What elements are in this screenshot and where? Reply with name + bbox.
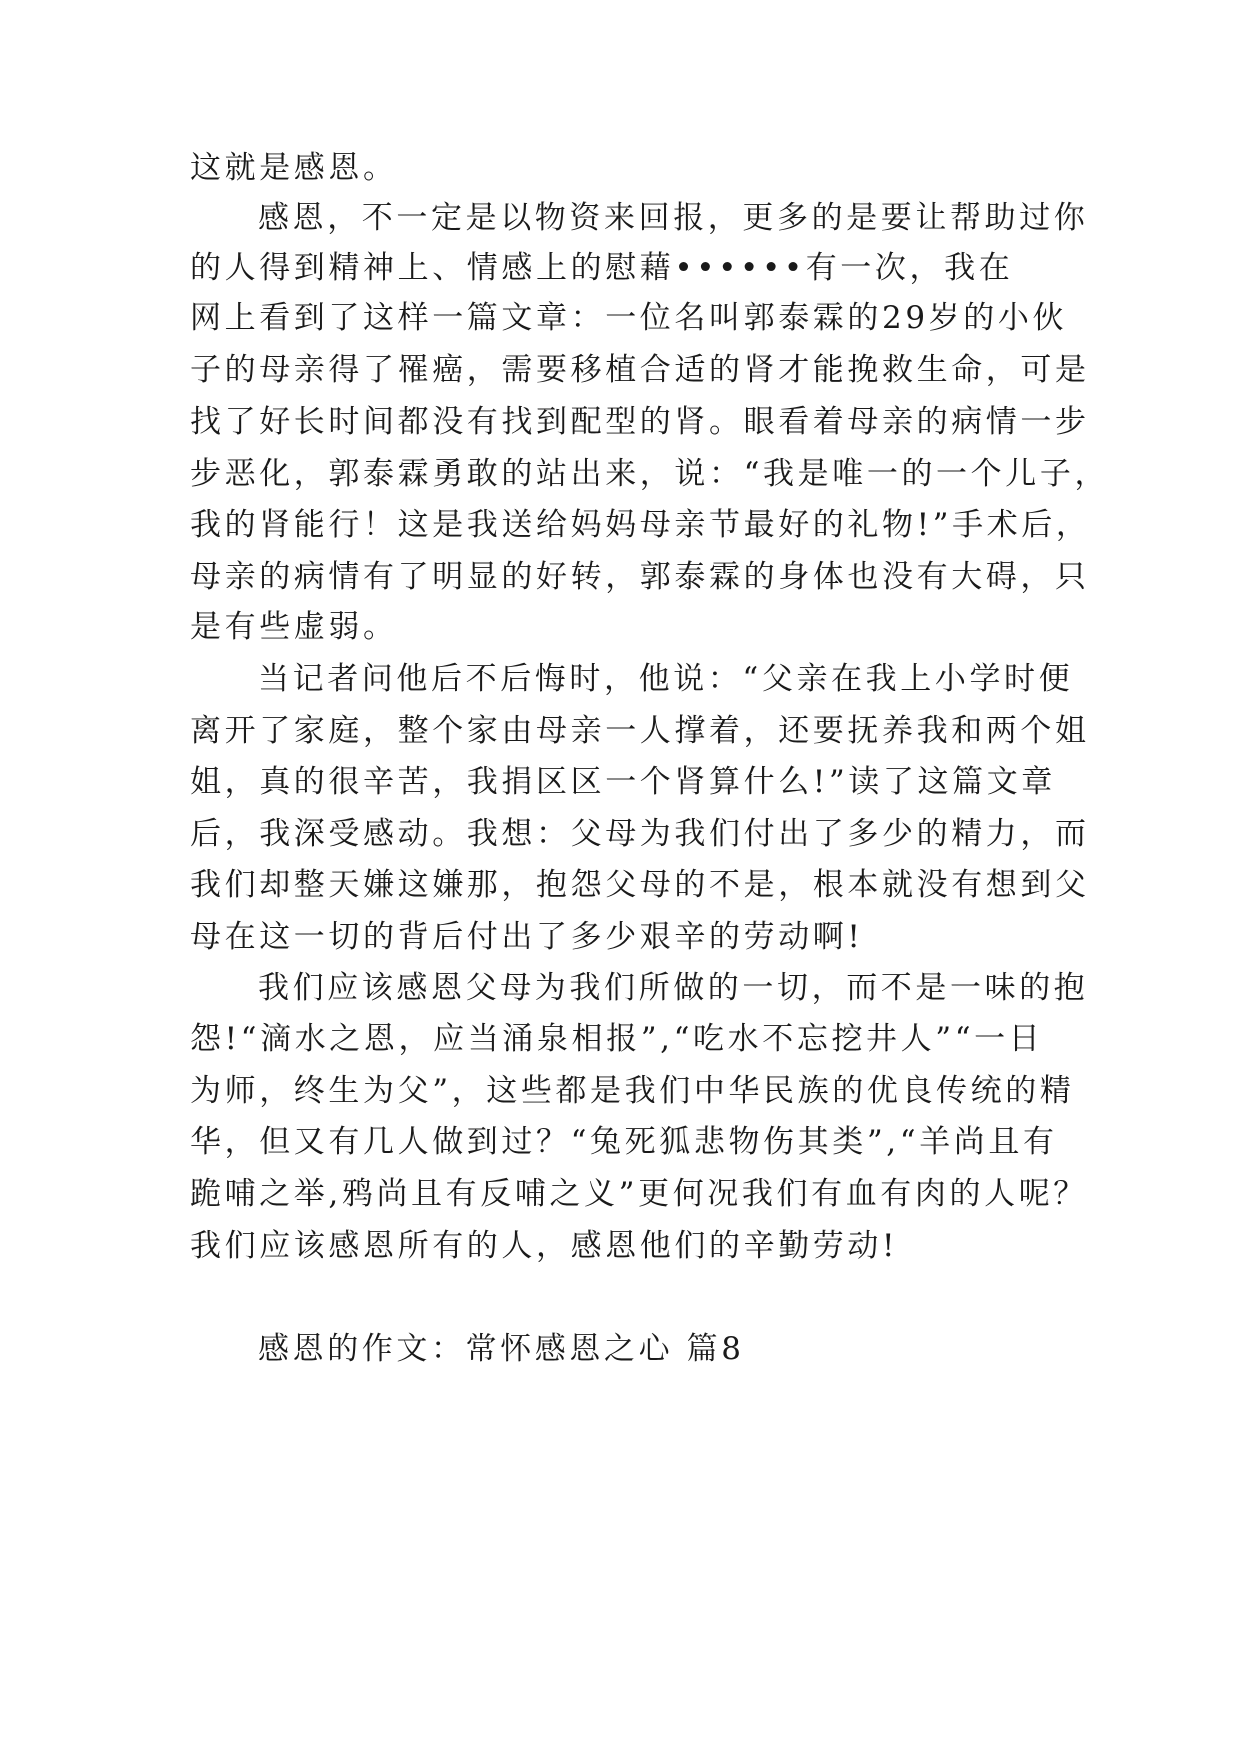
text-line: 我们却整天嫌这嫌那，抱怨父母的不是，根本就没有想到父 (190, 867, 1090, 903)
text-line: 母亲的病情有了明显的好转，郭泰霖的身体也没有大碍，只 (190, 559, 1090, 595)
paragraph-first-line: 我们应该感恩父母为我们所做的一切，而不是一味的抱 (258, 970, 1089, 1006)
text-line: 网上看到了这样一篇文章：一位名叫郭泰霖的29岁的小伙 (190, 300, 1068, 336)
text-line: 华，但又有几人做到过？“兔死狐悲物伤其类”,“羊尚且有 (190, 1124, 1058, 1160)
text-line: 后，我深受感动。我想：父母为我们付出了多少的精力，而 (190, 816, 1090, 852)
text-line: 我的肾能行！这是我送给妈妈母亲节最好的礼物!”手术后， (190, 507, 1091, 543)
text-line: 的人得到精神上、情感上的慰藉••••••有一次，我在 (190, 250, 1014, 286)
text-line: 为师，终生为父”，这些都是我们中华民族的优良传统的精 (190, 1073, 1075, 1109)
text-line: 这就是感恩。 (190, 150, 398, 186)
text-line: 跪哺之举,鸦尚且有反哺之义”更何况我们有血有肉的人呢？ (190, 1176, 1088, 1212)
text-line: 是有些虚弱。 (190, 609, 398, 645)
text-line: 母在这一切的背后付出了多少艰辛的劳动啊! (190, 919, 864, 955)
text-line: 步恶化，郭泰霖勇敢的站出来，说：“我是唯一的一个儿子， (190, 456, 1110, 492)
paragraph-first-line: 感恩，不一定是以物资来回报，更多的是要让帮助过你 (258, 200, 1089, 236)
text-line: 子的母亲得了罹癌，需要移植合适的肾才能挽救生命，可是 (190, 352, 1090, 388)
text-line: 怨!“滴水之恩，应当涌泉相报”,“吃水不忘挖井人”“一日 (190, 1021, 1044, 1057)
text-line: 离开了家庭，整个家由母亲一人撑着，还要抚养我和两个姐 (190, 713, 1090, 749)
paragraph-first-line: 当记者问他后不后悔时，他说：“父亲在我上小学时便 (258, 661, 1074, 697)
text-line: 找了好长时间都没有找到配型的肾。眼看着母亲的病情一步 (190, 404, 1090, 440)
section-heading: 感恩的作文：常怀感恩之心 篇8 (258, 1331, 745, 1367)
text-line: 姐，真的很辛苦，我捐区区一个肾算什么!”读了这篇文章 (190, 764, 1056, 800)
text-line: 我们应该感恩所有的人，感恩他们的辛勤劳动! (190, 1228, 899, 1264)
